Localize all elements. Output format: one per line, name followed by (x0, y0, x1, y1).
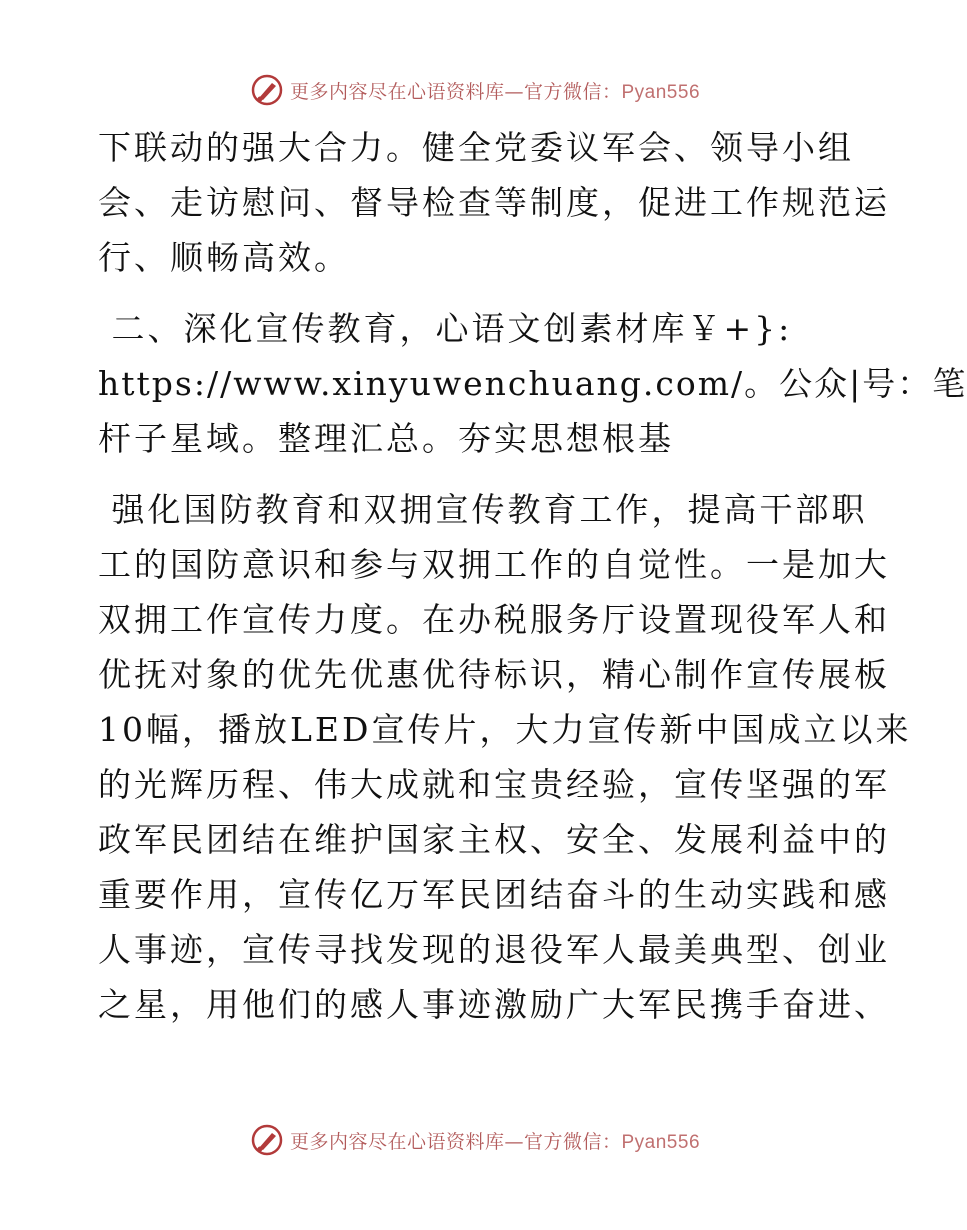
banner-text (290, 1127, 700, 1154)
text-line: 人事迹，宣传寻找发现的退役军人最美典型、创业 (98, 930, 890, 969)
footer-banner (0, 1120, 950, 1160)
text-line: 优抚对象的优先优惠优待标识，精心制作宣传展板 (98, 655, 890, 694)
wechat-id: Pyan556 (621, 81, 701, 103)
text-line: 10幅，播放LED宣传片，大力宣传新中国成立以来 (98, 710, 912, 749)
text-line: 行、顺畅高效。 (98, 238, 350, 277)
wechat-id: Pyan556 (621, 1131, 701, 1153)
text-line: 政军民团结在维护国家主权、安全、发展利益中的 (98, 820, 890, 859)
banner-label: 更多内容尽在心语资料库—官方微信： (289, 1130, 622, 1153)
text-line: 下联动的强大合力。健全党委议军会、领导小组 (98, 128, 854, 167)
banner-text (290, 77, 700, 104)
brush-logo-icon (250, 1123, 284, 1157)
url-line: https://www.xinyuwenchuang.com/。公众|号：笔 (98, 364, 967, 403)
text-line: 会、走访慰问、督导检查等制度，促进工作规范运 (98, 183, 890, 222)
text-line: 强化国防教育和双拥宣传教育工作，提高干部职 (98, 490, 868, 529)
text-line: 工的国防意识和参与双拥工作的自觉性。一是加大 (98, 545, 890, 584)
banner-label: 更多内容尽在心语资料库—官方微信： (289, 80, 622, 103)
text-line: 杆子星域。整理汇总。夯实思想根基 (98, 419, 674, 458)
paragraph-3 (98, 482, 912, 1032)
paragraph-2 (98, 301, 967, 466)
text-line: 之星，用他们的感人事迹激励广大军民携手奋进、 (98, 985, 890, 1024)
section-heading-line: 二、深化宣传教育，心语文创素材库￥+}: (98, 309, 793, 348)
text-line: 的光辉历程、伟大成就和宝贵经验，宣传坚强的军 (98, 765, 890, 804)
paragraph-1 (98, 120, 890, 285)
text-line: 双拥工作宣传力度。在办税服务厅设置现役军人和 (98, 600, 890, 639)
header-banner (0, 70, 950, 110)
document-body (98, 120, 967, 1032)
text-line: 重要作用，宣传亿万军民团结奋斗的生动实践和感 (98, 875, 890, 914)
brush-logo-icon (250, 73, 284, 107)
